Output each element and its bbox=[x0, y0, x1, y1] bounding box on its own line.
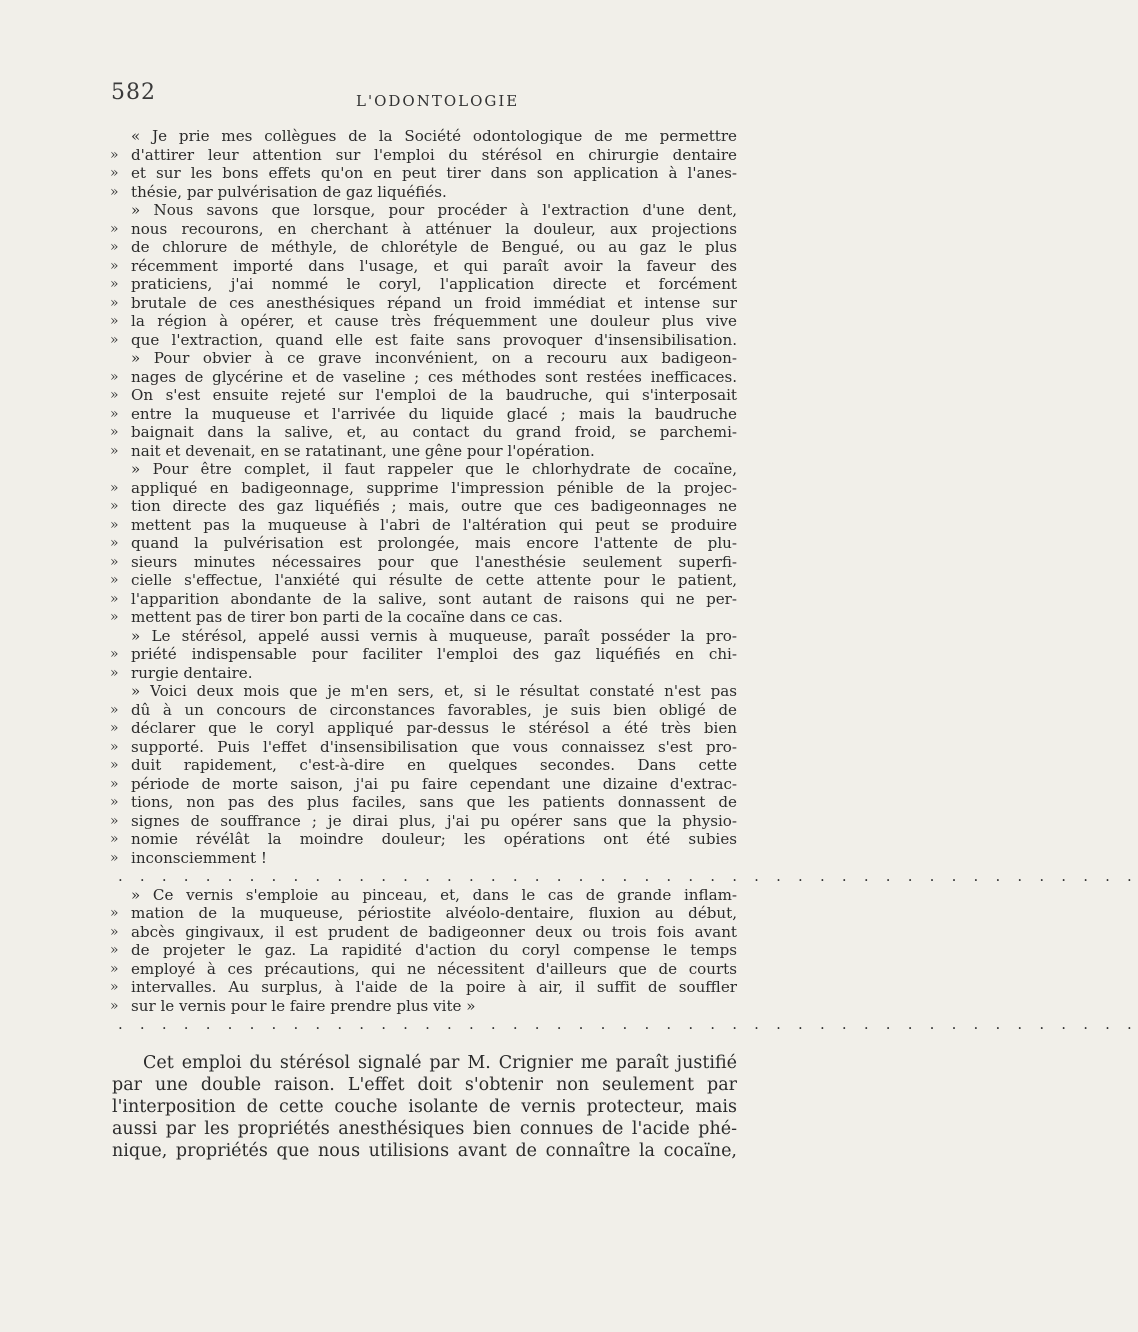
quote-line-text: mettent pas la muqueuse à l'abri de l'altération qui peut se produire bbox=[131, 515, 737, 534]
quote-line-text: appliqué en badigeonnage, supprime l'impression pénible de la projec- bbox=[131, 478, 737, 497]
guillemet-marker: » bbox=[110, 313, 119, 329]
quote-line bbox=[0, 534, 800, 553]
quote-line bbox=[0, 775, 800, 794]
guillemet-marker: » bbox=[110, 220, 119, 237]
page-number: 582 bbox=[111, 80, 156, 105]
quote-line bbox=[0, 423, 800, 442]
body-line-text: Cet emploi du stérésol signalé par M. Crignier me paraît justifié bbox=[143, 1053, 737, 1073]
quote-line-text: la région à opérer, et cause très fréquemment une douleur plus vive bbox=[131, 312, 737, 330]
quote-line bbox=[0, 793, 800, 812]
quote-line-text: tions, non pas des plus faciles, sans que les patients donnassent de bbox=[131, 793, 737, 811]
quote-line bbox=[0, 553, 800, 572]
quoted-letter bbox=[0, 127, 1138, 1034]
quote-line bbox=[0, 238, 800, 257]
guillemet-marker: » bbox=[110, 424, 119, 440]
guillemet-marker: » bbox=[110, 831, 119, 847]
guillemet-marker: » bbox=[110, 516, 119, 533]
body-line-text: aussi par les propriétés anesthésiques bien connues de l'acide phé- bbox=[112, 1119, 737, 1139]
quote-line-text: l'apparition abondante de la salive, sont autant de raisons qui ne per- bbox=[131, 589, 737, 608]
guillemet-marker: » bbox=[110, 535, 119, 551]
body-line-text: nique, propriétés que nous utilisions avant de connaître la cocaïne, bbox=[112, 1141, 737, 1161]
guillemet-marker: » bbox=[110, 183, 119, 200]
quote-line-text: période de morte saison, j'ai pu faire cependant une dizaine d'extrac- bbox=[131, 774, 737, 793]
quote-line bbox=[0, 183, 800, 202]
quote-line bbox=[0, 608, 800, 627]
quote-line-text: priété indispensable pour faciliter l'emploi des gaz liquéfiés en chi- bbox=[131, 645, 737, 663]
quote-line bbox=[0, 941, 800, 960]
body-line-text: par une double raison. L'effet doit s'obtenir non seulement par bbox=[112, 1075, 737, 1095]
quote-line-text: et sur les bons effets qu'on en peut tirer dans son application à l'anes- bbox=[131, 164, 737, 182]
quote-line-text: intervalles. Au surplus, à l'aide de la poire à air, il suffit de souffler bbox=[131, 978, 737, 996]
quote-line bbox=[0, 368, 800, 387]
quote-line bbox=[0, 127, 800, 146]
body-line bbox=[0, 1052, 800, 1074]
guillemet-marker: » bbox=[110, 646, 119, 662]
guillemet-marker: » bbox=[110, 442, 119, 459]
guillemet-marker: » bbox=[110, 368, 119, 385]
quote-line bbox=[0, 627, 800, 646]
guillemet-marker: » bbox=[110, 479, 119, 496]
ellipsis-dots: . . . . . . . . . . . . . . . . . . . . . . . . . . . . . . . . . . . . . . . . . . . . . . . bbox=[118, 867, 1138, 885]
guillemet-marker: » bbox=[110, 405, 119, 422]
quote-line-text: entre la muqueuse et l'arrivée du liquide glacé ; mais la baudruche bbox=[131, 404, 737, 423]
quote-line bbox=[0, 997, 800, 1016]
quote-line bbox=[0, 220, 800, 239]
quote-line bbox=[0, 312, 800, 331]
guillemet-marker: » bbox=[110, 331, 119, 348]
quote-line-text: signes de souffrance ; je dirai plus, j'ai pu opérer sans que la physio- bbox=[131, 811, 737, 830]
quote-line-text: de projeter le gaz. La rapidité d'action du coryl compense le temps bbox=[131, 941, 737, 959]
body-line-text: l'interposition de cette couche isolante de vernis protecteur, mais bbox=[112, 1097, 737, 1117]
guillemet-marker: » bbox=[110, 794, 119, 810]
guillemet-marker: » bbox=[110, 498, 119, 514]
quote-line bbox=[0, 386, 800, 405]
quote-line bbox=[0, 294, 800, 313]
quote-line-text: » Le stérésol, appelé aussi vernis à muqueuse, paraît posséder la pro- bbox=[131, 626, 737, 645]
guillemet-marker: » bbox=[110, 905, 119, 921]
body-line bbox=[0, 1074, 800, 1096]
guillemet-marker: » bbox=[110, 590, 119, 607]
quote-line bbox=[0, 571, 800, 590]
quote-line bbox=[0, 516, 800, 535]
quote-line bbox=[0, 812, 800, 831]
guillemet-marker: » bbox=[110, 239, 119, 255]
quote-line-text: rurgie dentaire. bbox=[131, 663, 253, 682]
guillemet-marker: » bbox=[110, 701, 119, 718]
quote-line bbox=[0, 164, 800, 183]
quote-line bbox=[0, 497, 800, 516]
quote-line-text: nages de glycérine et de vaseline ; ces méthodes sont restées inefficaces. bbox=[131, 367, 737, 386]
guillemet-marker: » bbox=[110, 923, 119, 940]
guillemet-marker: » bbox=[110, 757, 119, 773]
guillemet-marker: » bbox=[110, 738, 119, 755]
quote-line-text: » Pour être complet, il faut rappeler que le chlorhydrate de cocaïne, bbox=[131, 460, 737, 478]
guillemet-marker: » bbox=[110, 979, 119, 995]
guillemet-marker: » bbox=[110, 257, 119, 274]
quote-line-text: déclarer que le coryl appliqué par-dessus le stérésol a été très bien bbox=[131, 719, 737, 737]
quote-line bbox=[0, 146, 800, 165]
guillemet-marker: » bbox=[110, 165, 119, 181]
guillemet-marker: » bbox=[110, 960, 119, 977]
quote-line-text: récemment importé dans l'usage, et qui paraît avoir la faveur des bbox=[131, 256, 737, 275]
guillemet-marker: » bbox=[110, 553, 119, 570]
quote-line bbox=[0, 719, 800, 738]
quote-line-text: dû à un concours de circonstances favorables, je suis bien obligé de bbox=[131, 700, 737, 719]
quote-line-text: nait et devenait, en se ratatinant, une gêne pour l'opération. bbox=[131, 441, 595, 460]
quote-line-text: que l'extraction, quand elle est faite sans provoquer d'insensibilisation. bbox=[131, 330, 737, 349]
guillemet-marker: » bbox=[110, 812, 119, 829]
guillemet-marker: » bbox=[110, 146, 119, 163]
ellipsis-row bbox=[0, 867, 1138, 886]
ellipsis-dots: . . . . . . . . . . . . . . . . . . . . . . . . . . . . . . . . . . . . . . . . . . . . . . . bbox=[118, 1015, 1138, 1033]
quote-line bbox=[0, 257, 800, 276]
running-title: L'ODONTOLOGIE bbox=[356, 92, 520, 110]
quote-line-text: baignait dans la salive, et, au contact du grand froid, se parchemi- bbox=[131, 423, 737, 441]
quote-line-text: mettent pas de tirer bon parti de la cocaïne dans ce cas. bbox=[131, 608, 563, 626]
quote-line bbox=[0, 590, 800, 609]
quote-line-text: quand la pulvérisation est prolongée, mais encore l'attente de plu- bbox=[131, 534, 737, 552]
guillemet-marker: » bbox=[110, 720, 119, 736]
guillemet-marker: » bbox=[110, 664, 119, 681]
quote-line-text: brutale de ces anesthésiques répand un froid immédiat et intense sur bbox=[131, 293, 737, 312]
quote-line bbox=[0, 275, 800, 294]
quote-line bbox=[0, 645, 800, 664]
quote-line-text: abcès gingivaux, il est prudent de badigeonner deux ou trois fois avant bbox=[131, 922, 737, 941]
quote-line-text: « Je prie mes collègues de la Société odontologique de me permettre bbox=[131, 127, 737, 145]
quote-line-text: supporté. Puis l'effet d'insensibilisation que vous connaissez s'est pro- bbox=[131, 737, 737, 756]
quote-line-text: cielle s'effectue, l'anxiété qui résulte de cette attente pour le patient, bbox=[131, 571, 737, 589]
body-line bbox=[0, 1096, 800, 1118]
quote-line bbox=[0, 756, 800, 775]
quote-line bbox=[0, 960, 800, 979]
quote-line-text: duit rapidement, c'est-à-dire en quelques secondes. Dans cette bbox=[131, 756, 737, 774]
guillemet-marker: » bbox=[110, 849, 119, 866]
quote-line bbox=[0, 738, 800, 757]
quote-line-text: sieurs minutes nécessaires pour que l'anesthésie seulement superfi- bbox=[131, 552, 737, 571]
quote-line-text: » Nous savons que lorsque, pour procéder à l'extraction d'une dent, bbox=[131, 201, 737, 219]
quote-line-text: » Voici deux mois que je m'en sers, et, si le résultat constaté n'est pas bbox=[131, 682, 737, 700]
body-line bbox=[0, 1118, 800, 1140]
quote-line-text: de chlorure de méthyle, de chlorétyle de Bengué, ou au gaz le plus bbox=[131, 238, 737, 256]
quote-line-text: » Ce vernis s'emploie au pinceau, et, dans le cas de grande inflam- bbox=[131, 885, 737, 904]
quote-line-text: On s'est ensuite rejeté sur l'emploi de la baudruche, qui s'interposait bbox=[131, 386, 737, 404]
quote-line-text: praticiens, j'ai nommé le coryl, l'application directe et forcément bbox=[131, 275, 737, 293]
quote-line bbox=[0, 904, 800, 923]
guillemet-marker: » bbox=[110, 609, 119, 625]
guillemet-marker: » bbox=[110, 294, 119, 311]
guillemet-marker: » bbox=[110, 775, 119, 792]
quote-line-text: inconsciemment ! bbox=[131, 848, 267, 867]
quote-line bbox=[0, 201, 800, 220]
guillemet-marker: » bbox=[110, 276, 119, 292]
quote-line bbox=[0, 923, 800, 942]
quote-line bbox=[0, 442, 800, 461]
quote-line bbox=[0, 479, 800, 498]
quote-line-text: nous recourons, en cherchant à atténuer la douleur, aux projections bbox=[131, 219, 737, 238]
quote-line-text: employé à ces précautions, qui ne nécessitent d'ailleurs que de courts bbox=[131, 959, 737, 978]
guillemet-marker: » bbox=[110, 387, 119, 403]
quote-line bbox=[0, 886, 800, 905]
quote-line bbox=[0, 405, 800, 424]
guillemet-marker: » bbox=[110, 942, 119, 958]
quote-line-text: thésie, par pulvérisation de gaz liquéfiés. bbox=[131, 182, 447, 201]
quote-line bbox=[0, 349, 800, 368]
quote-line bbox=[0, 664, 800, 683]
quote-line bbox=[0, 331, 800, 350]
quote-line-text: d'attirer leur attention sur l'emploi du stérésol en chirurgie dentaire bbox=[131, 145, 737, 164]
quote-line-text: » Pour obvier à ce grave inconvénient, on a recouru aux badigeon- bbox=[131, 349, 737, 367]
quote-line bbox=[0, 830, 800, 849]
quote-line-text: sur le vernis pour le faire prendre plus vite » bbox=[131, 996, 476, 1015]
quote-line-text: tion directe des gaz liquéfiés ; mais, outre que ces badigeonnages ne bbox=[131, 497, 737, 515]
guillemet-marker: » bbox=[110, 572, 119, 588]
quote-line-text: mation de la muqueuse, périostite alvéolo-dentaire, fluxion au début, bbox=[131, 904, 737, 922]
guillemet-marker: » bbox=[110, 997, 119, 1014]
author-commentary bbox=[0, 1052, 800, 1162]
quote-line-text: nomie révélât la moindre douleur; les opérations ont été subies bbox=[131, 830, 737, 848]
quote-line bbox=[0, 701, 800, 720]
body-line bbox=[0, 1140, 800, 1162]
quote-line bbox=[0, 849, 800, 868]
ellipsis-row bbox=[0, 1015, 1138, 1034]
quote-line bbox=[0, 978, 800, 997]
quote-line bbox=[0, 682, 800, 701]
quote-line bbox=[0, 460, 800, 479]
